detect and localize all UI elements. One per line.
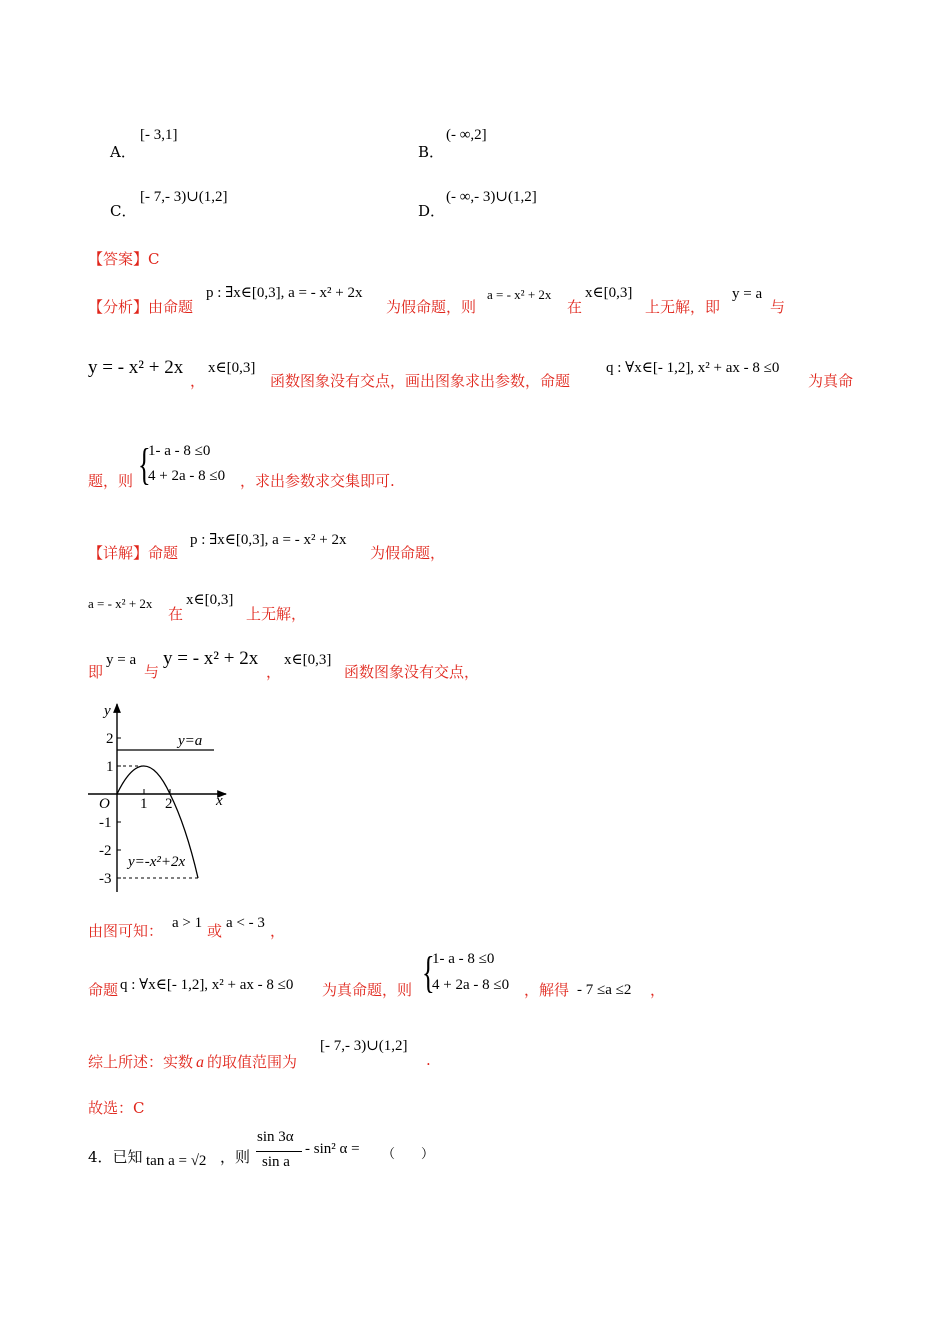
detail-l4-t1: 由图可知： [88, 922, 164, 940]
origin-label: O [99, 796, 110, 812]
detail-l5-t3: ，解得 [524, 981, 570, 999]
detail-sys-row1: 1- a - 8 ≤0 [432, 951, 495, 967]
detail-l2-t1: 在 [168, 605, 184, 623]
detail-sys-row2: 4 + 2a - 8 ≤0 [432, 977, 510, 993]
line-label: y=a [178, 733, 203, 749]
option-c-letter: C． [110, 202, 137, 220]
detail-l3-t1: 即 [88, 663, 104, 681]
analysis-l2-t3: 为真命 [808, 372, 854, 390]
detail-l3-t2: 与 [144, 663, 160, 681]
analysis-l2-t1: ， [190, 372, 206, 390]
analysis-l2-t2: 函数图象没有交点，画出图象求出参数，命题 [270, 372, 571, 390]
answer-line [88, 248, 160, 269]
detail-l1-t2: 为假命题， [370, 544, 446, 562]
detail-l3-t3: ， [266, 663, 282, 681]
option-d-value: (- ∞,- 3)∪(1,2] [446, 189, 537, 205]
detail-l3-m2: y = - x² + 2x [163, 648, 259, 669]
detail-l4-m1: a > 1 [172, 915, 203, 931]
detail-l5-t1: 命题 [88, 981, 119, 999]
detail-l6-text [88, 1051, 297, 1072]
detail-l5-m2: - 7 ≤a ≤2 [577, 982, 632, 998]
analysis-l3-t1: 题，则 [88, 472, 134, 490]
q4-frac-num: sin 3α [257, 1129, 294, 1145]
detail-l4-m2: a < - 3 [226, 915, 265, 931]
analysis-l1-m3: x∈[0,3] [585, 285, 633, 301]
analysis-l1-m1: p : ∃x∈[0,3], a = - x² + 2x [206, 285, 363, 301]
detail-l2-m2: x∈[0,3] [186, 592, 234, 608]
analysis-l2-m1: y = - x² + 2x [88, 357, 184, 378]
analysis-l1-t3: 在 [567, 298, 583, 316]
q4-num: 4． [88, 1148, 113, 1166]
q4-m2: - sin² α = [305, 1141, 360, 1157]
detail-l5-t2: 为真命题，则 [322, 981, 413, 999]
option-a-value: [- 3,1] [140, 127, 178, 143]
detail-tag: 【详解】 [88, 544, 149, 562]
detail-l7: 故选：C [88, 1099, 145, 1117]
brace-icon: { [422, 948, 435, 997]
detail-l6-m2: [- 7,- 3)∪(1,2] [320, 1038, 408, 1054]
analysis-l1-t4: 上无解，即 [645, 298, 721, 316]
analysis-l1-m2: a = - x² + 2x [487, 287, 552, 302]
function-graph [86, 698, 236, 896]
option-b-value: (- ∞,2] [446, 127, 487, 143]
q4-frac-den: sin a [262, 1154, 290, 1170]
analysis-l1-t5: 与 [770, 298, 786, 316]
analysis-tag: 【分析】 [88, 298, 149, 316]
detail-l5-t4: ， [650, 981, 666, 999]
detail-l4-t3: ， [270, 922, 286, 940]
detail-l6-m1: a [196, 1054, 205, 1071]
answer-value: C [148, 250, 160, 268]
option-a-letter: A． [110, 143, 136, 161]
y-tick-neg3: -3 [99, 871, 112, 887]
analysis-l1-t2: 为假命题，则 [386, 298, 477, 316]
option-c-value: [- 7,- 3)∪(1,2] [140, 189, 228, 205]
detail-l6-t3: . [426, 1051, 431, 1069]
analysis-l1-t1: 由命题 [148, 298, 194, 316]
detail-l6-t1: 综上所述：实数 [88, 1053, 194, 1071]
fraction-bar [256, 1151, 302, 1152]
detail-l4-t2: 或 [207, 922, 223, 940]
analysis-l1-m4: y = a [732, 286, 763, 302]
q4-blank: （ ） [382, 1147, 435, 1162]
q4-text [88, 1146, 143, 1167]
detail-l2-t2: 上无解， [246, 605, 307, 623]
option-d-letter: D． [418, 202, 446, 220]
x-tick-2: 2 [165, 796, 173, 812]
detail-l3-m1: y = a [106, 652, 137, 668]
detail-l1-t1: 命题 [148, 544, 179, 562]
analysis-tag-text [88, 296, 193, 317]
brace-icon: { [138, 440, 151, 489]
q4-m1: tan a = √2 [146, 1153, 207, 1169]
analysis-l2-m3: q : ∀x∈[- 1,2], x² + ax - 8 ≤0 [606, 360, 780, 376]
detail-l1-m1: p : ∃x∈[0,3], a = - x² + 2x [190, 532, 347, 548]
detail-l6-t2: 的取值范围为 [207, 1053, 298, 1071]
analysis-l3-t2: ，求出参数求交集即可. [240, 472, 395, 490]
analysis-l2-m2: x∈[0,3] [208, 360, 256, 376]
analysis-sys-row2: 4 + 2a - 8 ≤0 [148, 468, 226, 484]
q4-t2: ，则 [220, 1148, 251, 1166]
detail-tag-text [88, 542, 178, 563]
y-axis-label: y [104, 703, 111, 719]
x-tick-1: 1 [140, 796, 148, 812]
y-tick-2: 2 [106, 731, 114, 747]
q4-t1: 已知 [112, 1148, 143, 1166]
y-tick-neg1: -1 [99, 815, 112, 831]
detail-l3-m3: x∈[0,3] [284, 652, 332, 668]
analysis-sys-row1: 1- a - 8 ≤0 [148, 443, 211, 459]
detail-l3-t4: 函数图象没有交点， [344, 663, 480, 681]
y-tick-neg2: -2 [99, 843, 112, 859]
option-b-letter: B． [418, 143, 445, 161]
x-axis-label: x [216, 793, 223, 809]
y-tick-1: 1 [106, 759, 114, 775]
detail-l5-m1: q : ∀x∈[- 1,2], x² + ax - 8 ≤0 [120, 977, 294, 993]
curve-label: y=-x²+2x [128, 854, 186, 870]
detail-l2-m1: a = - x² + 2x [88, 596, 153, 611]
answer-tag: 【答案】 [88, 250, 149, 268]
